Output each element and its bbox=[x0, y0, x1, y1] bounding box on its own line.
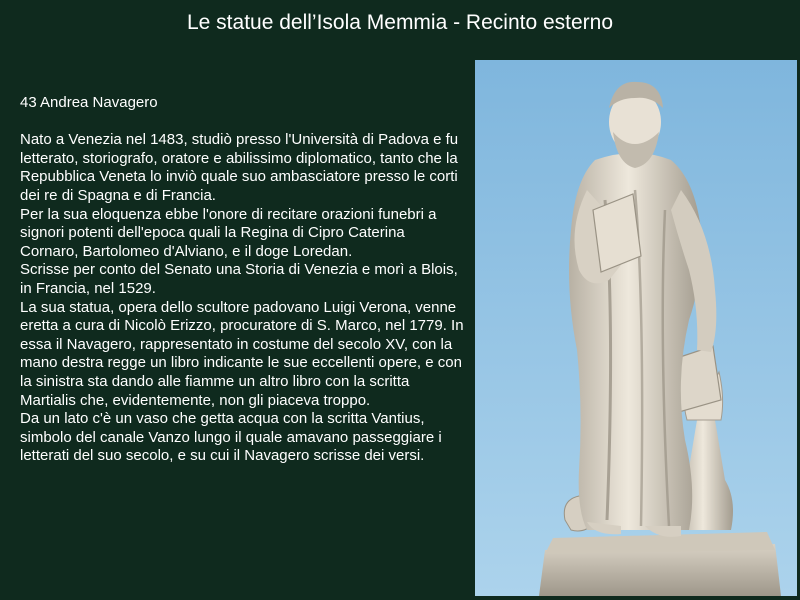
statue-heading: 43 Andrea Navagero bbox=[20, 94, 158, 111]
slide-title: Le statue dell’Isola Memmia - Recinto esterno bbox=[186, 11, 614, 34]
description-text bbox=[20, 94, 465, 466]
paragraph-vase: Da un lato c'è un vaso che getta acqua con la scritta Vantius, simbolo del canale Vanzo lungo il quale amavano passeggiare i letterati del suo secolo, e su cui il Navagero scrisse dei versi. bbox=[20, 410, 442, 465]
paragraph-eloquence: Per la sua eloquenza ebbe l'onore di recitare orazioni funebri a signori potenti dell'epoca quali la Regina di Cipro Caterina Cornaro, Bartolomeo d'Alviano, e il doge Loredan. bbox=[20, 205, 437, 260]
statue-photo bbox=[475, 60, 797, 596]
paragraph-death: Scrisse per conto del Senato una Storia di Venezia e morì a Blois, in Francia, nel 1529. bbox=[20, 261, 458, 297]
statue-illustration bbox=[475, 60, 797, 596]
paragraph-birth: Nato a Venezia nel 1483, studiò presso l'Università di Padova e fu letterato, storiografo, oratore e abilissimo diplomatico, tanto che la Repubblica Veneta lo inviò quale suo ambasciatore presso le corti dei re di Spagna e di Francia. bbox=[20, 131, 459, 204]
paragraph-statue: La sua statua, opera dello scultore padovano Luigi Verona, venne eretta a cura di Nicolò Erizzo, procuratore di S. Marco, nel 1779. In essa il Navagero, rappresentato in costume del secolo XV, con la mano destra regge un libro indicante le sue eccellenti opere, e con la sinistra sta dando alle fiamme un altro libro con la scritta Martialis che, evidentemente, non gli piaceva troppo. bbox=[20, 298, 464, 409]
